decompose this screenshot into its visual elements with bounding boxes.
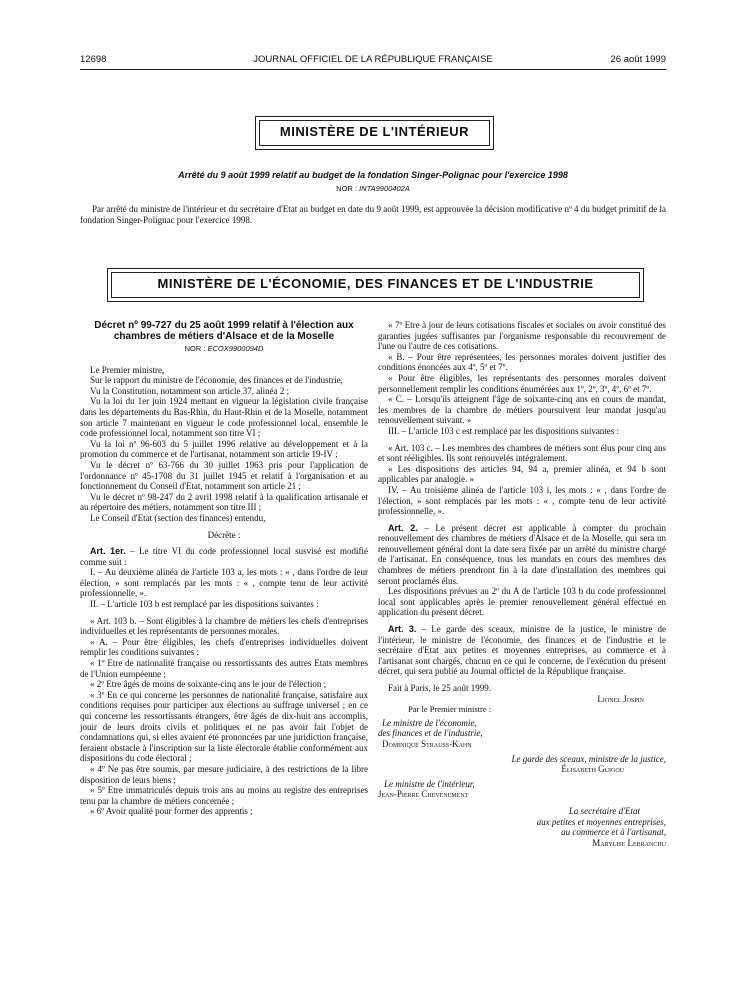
journal-title: JOURNAL OFFICIEL DE LA RÉPUBLIQUE FRANÇAISE	[253, 54, 493, 65]
paragraph: Le Conseil d'Etat (section des finances) entendu,	[90, 512, 266, 523]
decret-title: Décret nº 99-727 du 25 août 1999 relatif à l'élection aux chambres de métiers d'Alsace et de la Moselle	[94, 320, 354, 342]
issue-date: 26 août 1999	[610, 54, 666, 65]
secretaire-etat-3: au commerce et à l'artisanat,	[561, 827, 666, 838]
article-label: Art. 2.	[388, 522, 418, 533]
paragraph: Vu la loi nº 96-603 du 5 juillet 1996 relative au développement et à la promotion du commerce et de l'artisanat, notamment son article 19-IV ;	[80, 438, 368, 460]
paragraph: « 1º Etre de nationalité française ou ressortissants des autres Etats membres de l'Union européenne ;	[80, 658, 368, 679]
secretaire-etat-2: aux petites et moyennes entreprises,	[536, 816, 666, 827]
article-text: – Le présent décret est applicable à compter du prochain renouvellement des chambres de métiers d'Alsace et de la Moselle, qui sera un renouvellement général dont la date sera fixée par un arrêté du ministre chargé de l'artisanat. En conséquence, tous les mandats en cours des membres des chambres de métiers prendront fin à la date d'installation des membres qui seront proclamés élus.	[378, 522, 666, 586]
paragraph: « C. – Lorsqu'ils atteignent l'âge de soixante-cinq ans en cours de mandat, les membres de la chambre de métiers poursuivent leur mandat jusqu'au renouvellement suivant. »	[378, 394, 666, 426]
ministry-box-economie	[107, 268, 644, 302]
signature-interieur: Jean-Pierre Chevènement	[378, 789, 469, 800]
paragraph: « 3º En ce qui concerne les personnes de nationalité française, satisfaire aux conditions requises pour participer aux élections au suffrage universel ; en ce qui concerne les ressortissants étrangers, être âgés de dix-huit ans accomplis, jouir de leurs droits civils et politiques et ne pas avoir fait l'objet de condamnations qui, si elles avaient été prononcées par une juridiction française, feraient obstacle à l'inscription sur la liste électorale établie conformément aux dispositions du code électoral ;	[80, 689, 368, 764]
article-text: – Le titre VI du code professionnel local susvisé est modifié comme suit :	[80, 546, 368, 567]
article-text: – Le garde des sceaux, ministre de la justice, le ministre de l'intérieur, le ministre de l'économie, des finances et de l'industrie et le secrétaire d'Etat aux petites et moyennes entreprises, au commerce et à l'artisanat sont chargés, chacun en ce qui le concerne, de l'exécution du présent décret, qui sera publié au Journal officiel de la République française.	[378, 624, 666, 677]
nor-code: ECOX9900094D	[207, 344, 264, 353]
right-column	[378, 320, 666, 848]
paragraph: Vu la loi du 1er juin 1924 mettant en vigueur la législation civile française dans les départements du Bas-Rhin, du Haut-Rhin et de la Moselle, notamment son article 7 maintenant en vigueur le code professionnel local, ensemble le code professionnel local, notamment son titre VI ;	[80, 396, 368, 439]
ministre-economie: Le ministre de l'économie,	[382, 717, 477, 728]
paragraph: Les dispositions prévues au 2º du A de l'article 103 b du code professionnel local sont applicables après le premier renouvellement général effectué en application du présent décret.	[378, 586, 666, 618]
page-number: 12698	[80, 54, 107, 65]
article-2	[378, 523, 666, 587]
paragraph: I. – Au deuxième alinéa de l'article 103 a, les mots : « , dans l'ordre de leur élection, » sont remplacés par les mots : « , compte tenu de leur activité professionnelle, ».	[80, 567, 368, 599]
signature-secretaire: Marylise Lebranchu	[592, 837, 666, 848]
nor-code: INTA9900402A	[359, 184, 410, 193]
article-label: Art. 3.	[388, 624, 417, 635]
paragraph: Vu le décret nº 63-766 du 30 juillet 1963 pris pour l'application de l'ordonnance nº 45-1708 du 31 juillet 1945 et relatif à l'organisation et au fonctionnement du Conseil d'Etat, notamment son article 21 ;	[80, 459, 368, 492]
arrete-title: Arrêté du 9 août 1999 relatif au budget de la fondation Singer-Polignac pour l'exercice 1998	[178, 170, 568, 180]
secretaire-etat: La secrétaire d'Etat	[568, 805, 640, 816]
header-rule	[80, 69, 666, 70]
ministre-economie-2: des finances et de l'industrie,	[378, 728, 483, 739]
paragraph: « B. – Pour être représentées, les personnes morales doivent justifier des conditions énoncées aux 4º, 5º et 7º.	[378, 351, 666, 373]
nor-label: NOR :	[336, 184, 360, 193]
paragraph: Sur le rapport du ministre de l'économie, des finances et de l'industrie,	[90, 375, 343, 386]
paragraph: « Les dispositions des articles 94, 94 a, premier alinéa, et 94 b sont applicables par analogie. »	[378, 463, 666, 485]
ministre-interieur: Le ministre de l'intérieur,	[384, 778, 475, 789]
paragraph: II. – L'article 103 b est remplacé par les dispositions suivantes :	[90, 599, 319, 610]
signature-economie: Dominique Strauss-Kahn	[382, 738, 472, 749]
paragraph: « 2º Etre âgés de moins de soixante-cinq ans le jour de l'élection ;	[90, 679, 327, 690]
ministry-title: MINISTÈRE DE L'INTÉRIEUR	[259, 120, 490, 146]
paragraph: « 7º Etre à jour de leurs cotisations fiscales et sociales ou avoir constitué des garanties jugées suffisantes par l'organisme responsable du recouvrement de l'une ou l'autre de ces cotisations.	[378, 320, 666, 352]
nor-label: NOR :	[184, 344, 208, 353]
left-column	[80, 320, 368, 817]
paragraph: Le Premier ministre,	[90, 364, 165, 375]
par-premier-ministre: Par le Premier ministre :	[408, 704, 492, 715]
paragraph: « 5º Etre immatriculés depuis trois ans au moins au registre des entreprises tenu par la chambre de métiers concernée ;	[80, 785, 368, 806]
decrete: Décrète :	[207, 529, 241, 540]
signature-pm: Lionel Jospin	[597, 693, 644, 704]
paragraph: IV. – Au troisième alinéa de l'article 103 i, les mots : « , dans l'ordre de l'élection, » sont remplacés par les mots : « , compte tenu de leur activité professionnelle, ».	[378, 484, 666, 517]
paragraph: III. – L'article 103 c est remplacé par les dispositions suivantes :	[388, 425, 620, 436]
arrete-body: Par arrêté du ministre de l'intérieur et du secrétaire d'Etat au budget en date du 9 août 1999, est approuvée la décision modificative nº 4 du budget primitif de la fondation Singer-Polignac pour l'exercice 1998.	[80, 204, 666, 225]
garde-des-sceaux: Le garde des sceaux, ministre de la justice,	[511, 753, 666, 764]
article-1	[80, 546, 368, 567]
ministry-title: MINISTÈRE DE L'ÉCONOMIE, DES FINANCES ET DE L'INDUSTRIE	[111, 272, 640, 298]
article-3	[378, 624, 666, 677]
paragraph: Vu le décret nº 98-247 du 2 avril 1998 relatif à la qualification artisanale et au répertoire des métiers, notamment son titre III ;	[80, 491, 368, 513]
paragraph: « Art. 103 c. – Les membres des chambres de métiers sont élus pour cinq ans et sont rééligibles. Ils sont renouvelés intégralement.	[378, 442, 666, 464]
signature-justice: Élisabeth Guigou	[561, 764, 624, 775]
paragraph: « 4º Ne pas être soumis, par mesure judiciaire, à des restrictions de la libre disposition de leurs biens ;	[80, 763, 368, 785]
paragraph: « Art. 103 b. – Sont éligibles à la chambre de métiers les chefs d'entreprises individuelles et les représentants de personnes morales.	[80, 615, 368, 637]
article-label: Art. 1er.	[90, 546, 126, 557]
paragraph: « Pour être éligibles, les représentants des personnes morales doivent personnellement remplir les conditions énumérées aux 1º, 2º, 3º, 4º, 6º et 7º.	[378, 372, 666, 394]
page-header	[80, 54, 666, 68]
decret-nor	[80, 344, 368, 355]
paragraph: Vu la Constitution, notamment son article 37, alinéa 2 ;	[90, 385, 290, 396]
fait-a-paris: Fait à Paris, le 25 août 1999.	[388, 683, 491, 693]
paragraph: « A. – Pour être éligibles, les chefs d'entreprises individuelles doivent remplir les conditions suivantes :	[80, 636, 368, 658]
paragraph: « 6º Avoir qualité pour former des apprentis ;	[90, 806, 253, 817]
ministry-box-interieur	[255, 116, 494, 150]
arrete-nor	[80, 184, 666, 193]
